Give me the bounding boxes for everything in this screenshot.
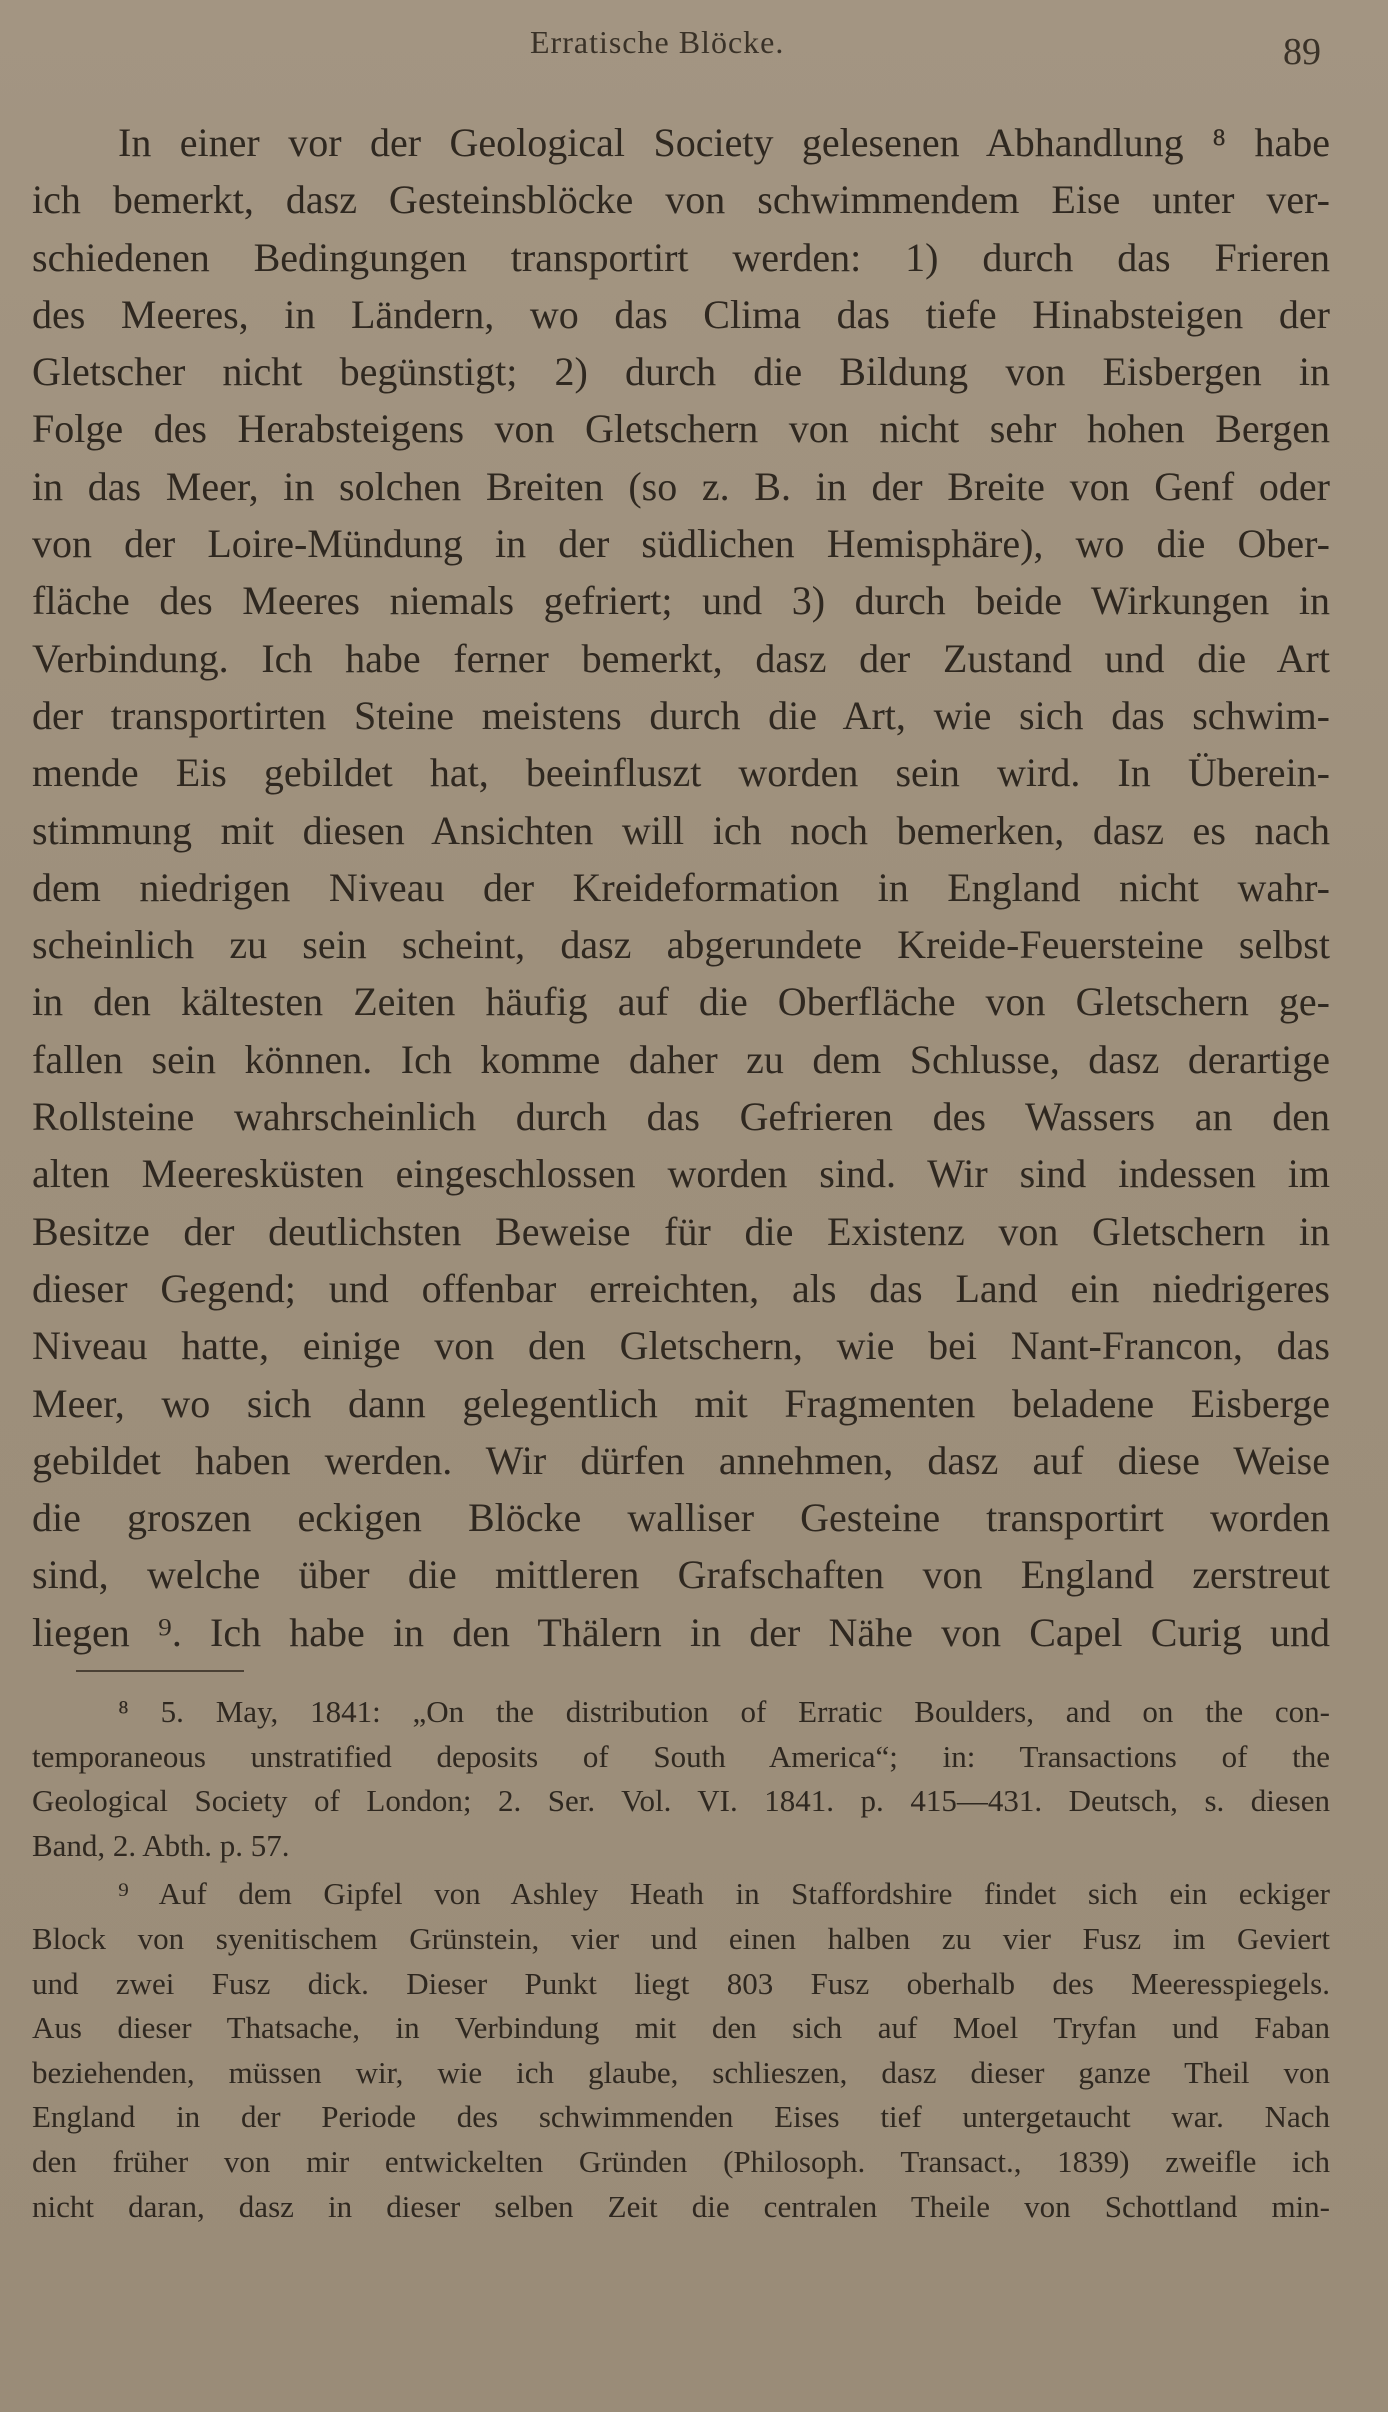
body-line: in den kältesten Zeiten häufig auf die Oberfläche von Gletschern ge- [32, 979, 1330, 1025]
footnote-9-line: beziehenden, müssen wir, wie ich glaube, schlieszen, dasz dieser ganze Theil von [32, 2054, 1330, 2090]
footnote-9-line: nicht daran, dasz in dieser selben Zeit die centralen Theile von Schottland min- [32, 2188, 1330, 2224]
body-line: gebildet haben werden. Wir dürfen annehmen, dasz auf diese Weise [32, 1437, 1330, 1483]
footnote-9-line: und zwei Fusz dick. Dieser Punkt liegt 803 Fusz oberhalb des Meeresspiegels. [32, 1965, 1330, 2001]
footnote-8-line: Band, 2. Abth. p. 57. [32, 1827, 290, 1863]
body-line: Niveau hatte, einige von den Gletschern, wie bei Nant-Francon, das [32, 1323, 1330, 1369]
page-number: 89 [1283, 31, 1321, 73]
body-line: dieser Gegend; und offenbar erreichten, als das Land ein niedrigeres [32, 1265, 1330, 1311]
body-line: alten Meeresküsten eingeschlossen worden sind. Wir sind indessen im [32, 1151, 1330, 1197]
body-line: stimmung mit diesen Ansichten will ich noch bemerken, dasz es nach [32, 807, 1330, 853]
body-line: fläche des Meeres niemals gefriert; und 3) durch beide Wirkungen in [32, 578, 1330, 624]
footnote-8-line: Geological Society of London; 2. Ser. Vol. VI. 1841. p. 415—431. Deutsch, s. diesen [32, 1783, 1330, 1819]
footnote-rule [76, 1670, 244, 1672]
body-line: des Meeres, in Ländern, wo das Clima das tiefe Hinabsteigen der [32, 291, 1330, 337]
body-line: mende Eis gebildet hat, beeinfluszt worden sein wird. In Überein- [32, 750, 1330, 796]
running-title: Erratische Blöcke. [530, 24, 785, 60]
body-line: In einer vor der Geological Society gelesenen Abhandlung ⁸ habe [118, 120, 1330, 165]
body-line: Gletscher nicht begünstigt; 2) durch die Bildung von Eisbergen in [32, 349, 1330, 395]
footnote-9-line: England in der Periode des schwimmenden Eises tief untergetaucht war. Nach [32, 2099, 1330, 2135]
footnote-9-line: Block von syenitischem Grünstein, vier und einen halben zu vier Fusz im Geviert [32, 1920, 1330, 1956]
body-line: von der Loire-Mündung in der südlichen Hemisphäre), wo die Ober- [32, 521, 1330, 567]
footnotes [32, 1690, 1330, 2229]
body-line: fallen sein können. Ich komme daher zu dem Schlusse, dasz derartige [32, 1036, 1330, 1082]
body-line: Folge des Herabsteigens von Gletschern von nicht sehr hohen Bergen [32, 406, 1330, 452]
footnote-8-line: ⁸ 5. May, 1841: „On the distribution of Erratic Boulders, and on the con- [118, 1694, 1330, 1729]
footnote-9-line: ⁹ Auf dem Gipfel von Ashley Heath in Staffordshire findet sich ein eckiger [118, 1876, 1330, 1912]
body-line: der transportirten Steine meistens durch die Art, wie sich das schwim- [32, 692, 1330, 738]
body-line: liegen ⁹. Ich habe in den Thälern in der Nähe von Capel Curig und [32, 1609, 1330, 1655]
footnote-9-line: Aus dieser Thatsache, in Verbindung mit den sich auf Moel Tryfan und Faban [32, 2010, 1330, 2046]
body-text [32, 114, 1330, 1661]
body-line: Rollsteine wahrscheinlich durch das Gefrieren des Wassers an den [32, 1094, 1330, 1140]
footnote-9-line: den früher von mir entwickelten Gründen (Philosoph. Transact., 1839) zweifle ich [32, 2143, 1330, 2179]
body-line: Besitze der deutlichsten Beweise für die Existenz von Gletschern in [32, 1208, 1330, 1254]
body-line: in das Meer, in solchen Breiten (so z. B. in der Breite von Genf oder [32, 463, 1330, 509]
body-line: die groszen eckigen Blöcke walliser Gesteine transportirt worden [32, 1495, 1330, 1541]
body-line: dem niedrigen Niveau der Kreideformation in England nicht wahr- [32, 864, 1330, 910]
body-line: Verbindung. Ich habe ferner bemerkt, dasz der Zustand und die Art [32, 635, 1330, 681]
footnote-8-line: temporaneous unstratified deposits of South America“; in: Transactions of the [32, 1738, 1330, 1774]
body-line: schiedenen Bedingungen transportirt werden: 1) durch das Frieren [32, 234, 1330, 280]
body-line: ich bemerkt, dasz Gesteinsblöcke von schwimmendem Eise unter ver- [32, 177, 1330, 223]
body-line: Meer, wo sich dann gelegentlich mit Fragmenten beladene Eisberge [32, 1380, 1330, 1426]
body-line: sind, welche über die mittleren Grafschaften von England zerstreut [32, 1552, 1330, 1598]
body-line: scheinlich zu sein scheint, dasz abgerundete Kreide-Feuersteine selbst [32, 922, 1330, 968]
